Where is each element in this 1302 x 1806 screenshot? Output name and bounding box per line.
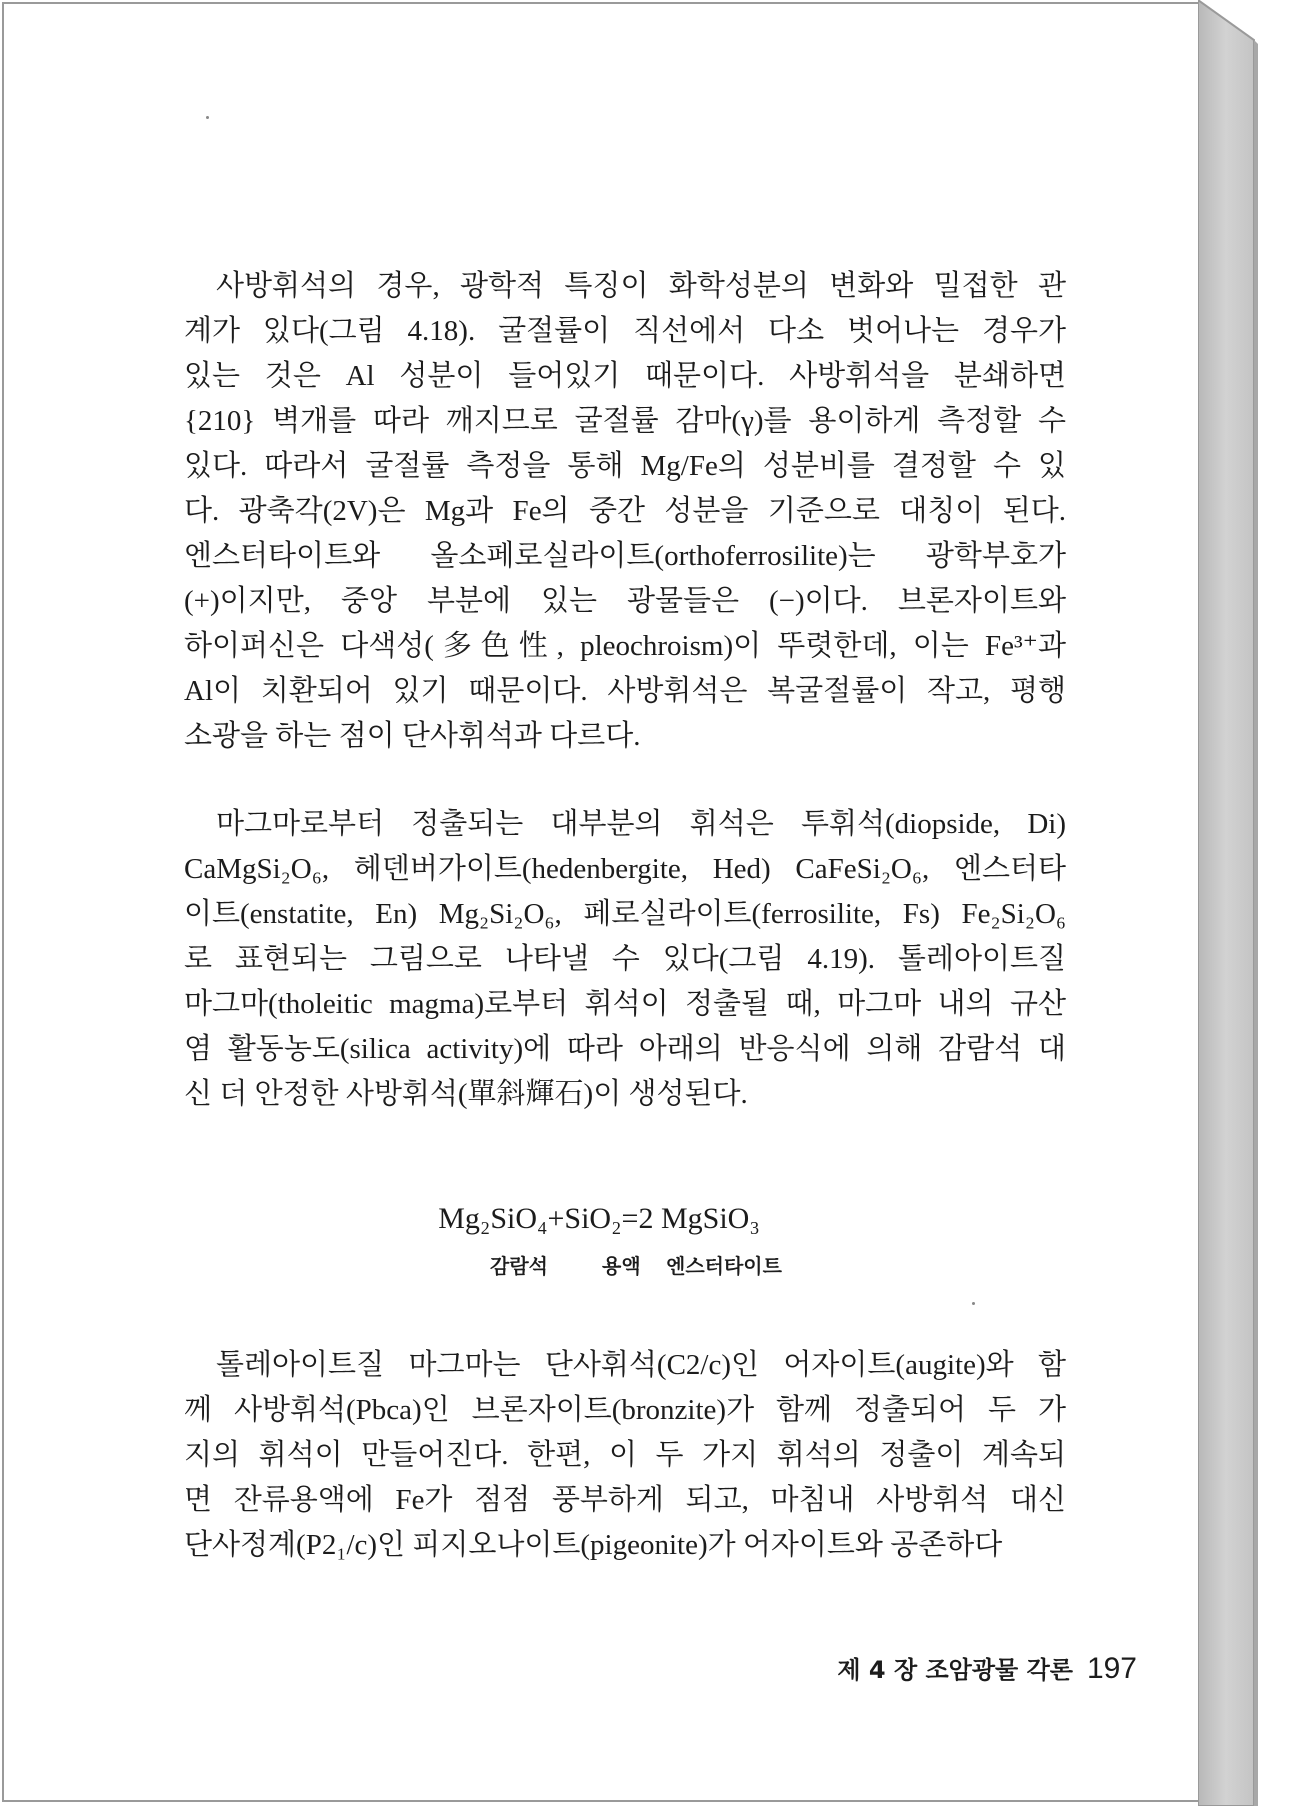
text-line: 하이퍼신은 다색성(多色性, pleochroism)이 뚜렷한데, 이는 Fe³⁺과 [184, 630, 1066, 662]
text-line: 사방휘석의 경우, 광학적 특징이 화학성분의 변화와 밀접한 관 [216, 270, 1066, 302]
label-enstatite: 엔스터타이트 [666, 1254, 782, 1278]
text-line: CaMgSi₂O₆, 헤덴버가이트(hedenbergite, Hed) CaFeSi₂O₆, 엔스터타 [184, 853, 1066, 885]
book-spine-edge [1198, 0, 1302, 1806]
label-olivine: 감람석 [490, 1254, 548, 1278]
text-line: 지의 휘석이 만들어진다. 한편, 이 두 가지 휘석의 정출이 계속되 [184, 1439, 1066, 1471]
text-line: 로 표현되는 그림으로 나타낼 수 있다(그림 4.19). 톨레아이트질 [184, 943, 1066, 975]
text-line: 톨레아이트질 마그마는 단사휘석(C2/c)인 어자이트(augite)와 함 [216, 1349, 1066, 1381]
page-footer [637, 1650, 1137, 1686]
text-line: 단사정계(P2₁/c)인 피지오나이트(pigeonite)가 어자이트와 공존하다 [184, 1529, 1003, 1561]
text-line: 마그마(tholeitic magma)로부터 휘석이 정출될 때, 마그마 내의 규산 [184, 988, 1066, 1020]
text-line: 소광을 하는 점이 단사휘석과 다르다. [184, 720, 641, 752]
text-line: 있다. 따라서 굴절률 측정을 통해 Mg/Fe의 성분비를 결정할 수 있 [184, 450, 1066, 482]
text-line: (+)이지만, 중앙 부분에 있는 광물들은 (−)이다. 브론자이트와 [184, 585, 1066, 617]
reaction-equation: Mg₂SiO₄+SiO₂=2 MgSiO₃ [438, 1202, 760, 1235]
label-melt: 용액 [602, 1254, 641, 1278]
text-line: 염 활동농도(silica activity)에 따라 아래의 반응식에 의해 감람석 대 [184, 1033, 1066, 1065]
paragraph-3 [184, 1343, 1066, 1568]
text-line: 신 더 안정한 사방휘석(單斜輝石)이 생성된다. [184, 1078, 748, 1110]
speck [206, 116, 209, 119]
text-line: {210} 벽개를 따라 깨지므로 굴절률 감마(γ)를 용이하게 측정할 수 [184, 405, 1066, 437]
paragraph-2 [184, 802, 1066, 1117]
text-line: 께 사방휘석(Pbca)인 브론자이트(bronzite)가 함께 정출되어 두 가 [184, 1394, 1066, 1426]
page-number: 197 [1086, 1652, 1137, 1685]
chapter-title: 제 4 장 조암광물 각론 [837, 1656, 1073, 1684]
text-line: 이트(enstatite, En) Mg₂Si₂O₆, 페로실라이트(ferrosilite, Fs) Fe₂Si₂O₆ [184, 898, 1066, 930]
speck [972, 1302, 975, 1305]
text-line: 마그마로부터 정출되는 대부분의 휘석은 투휘석(diopside, Di) [216, 808, 1066, 840]
text-line: 엔스터타이트와 올소페로실라이트(orthoferrosilite)는 광학부호가 [184, 540, 1066, 572]
text-line: 있는 것은 Al 성분이 들어있기 때문이다. 사방휘석을 분쇄하면 [184, 360, 1066, 392]
text-line: 면 잔류용액에 Fe가 점점 풍부하게 되고, 마침내 사방휘석 대신 [184, 1484, 1066, 1516]
text-line: 다. 광축각(2V)은 Mg과 Fe의 중간 성분을 기준으로 대칭이 된다. [184, 495, 1066, 527]
text-line: Al이 치환되어 있기 때문이다. 사방휘석은 복굴절률이 작고, 평행 [184, 675, 1066, 707]
paragraph-1 [184, 264, 1066, 759]
text-line: 계가 있다(그림 4.18). 굴절률이 직선에서 다소 벗어나는 경우가 [184, 315, 1066, 347]
